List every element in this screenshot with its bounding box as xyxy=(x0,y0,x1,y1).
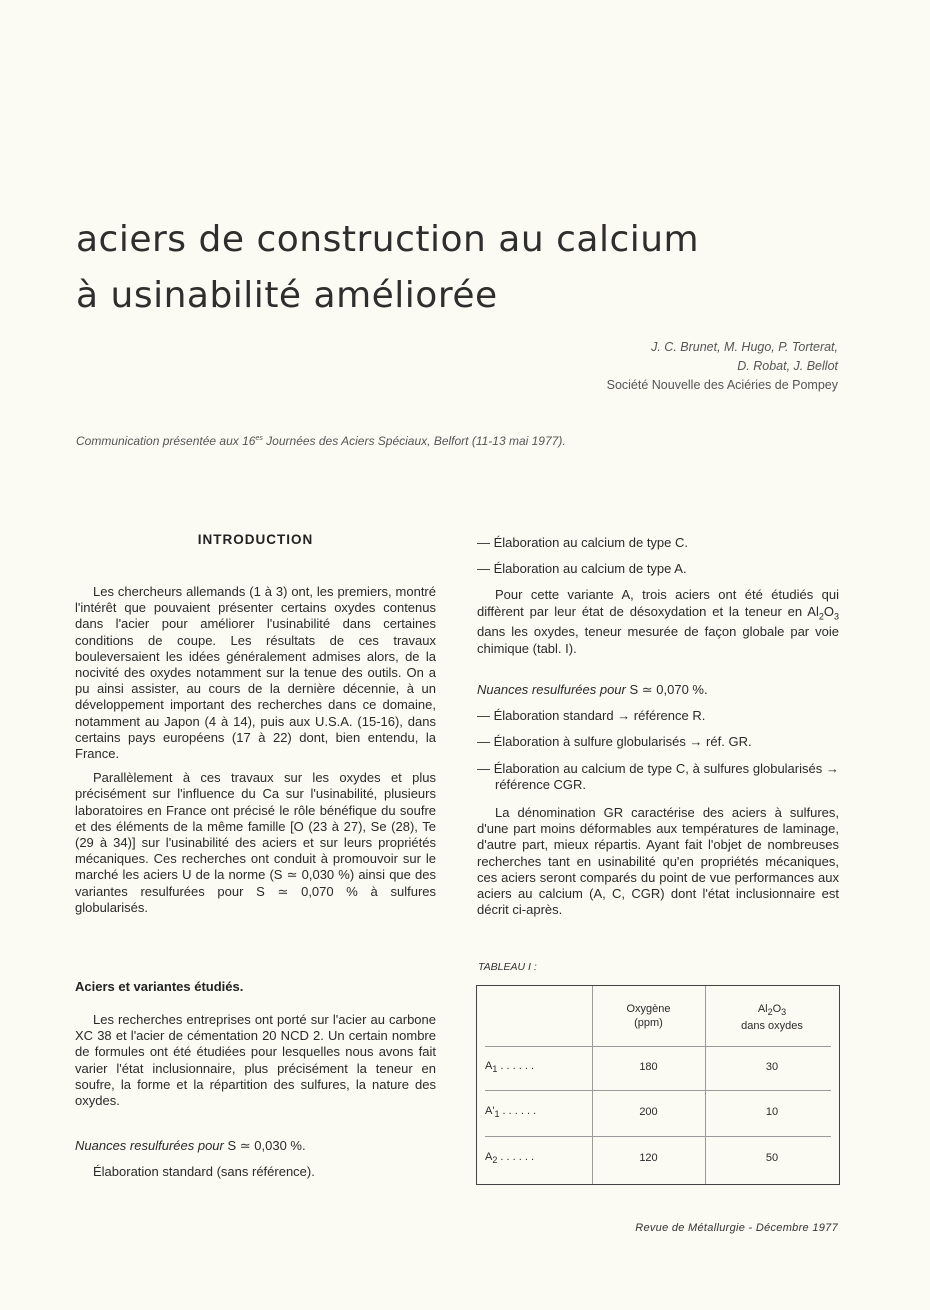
header-oxygen-line-1: Oxygène xyxy=(626,1003,671,1015)
header-o: O xyxy=(772,1003,782,1015)
title-line-2: à usinabilité améliorée xyxy=(76,275,498,316)
variante-a-text-a: Pour cette variante A, trois aciers ont été étudiés qui diffèrent par leur état de désoxydation et la teneur en Al xyxy=(477,587,839,619)
nuance-0030-label: Nuances resulfurées pour xyxy=(75,1138,228,1153)
row-3-al2o3: 50 xyxy=(765,1152,779,1164)
list-item-standard-r: — Élaboration standard → référence R. xyxy=(477,708,706,724)
header-al-sub-1: 2 xyxy=(767,1007,773,1018)
row-2-sub: 1 xyxy=(494,1109,500,1120)
nuance-0070-value: S ≃ 0,070 %. xyxy=(629,682,708,697)
communication-sup: es xyxy=(255,435,263,442)
header-al2o3 xyxy=(705,1002,839,1033)
section-heading-aciers: Aciers et variantes étudiés. xyxy=(75,979,244,994)
authors-line-1: J. C. Brunet, M. Hugo, P. Torterat, xyxy=(651,340,838,354)
communication-note xyxy=(76,434,856,448)
row-3-oxygen: 120 xyxy=(639,1152,658,1164)
header-al-sub-2: 3 xyxy=(781,1007,787,1018)
introduction-heading: INTRODUCTION xyxy=(197,532,314,547)
title-line-1: aciers de construction au calcium xyxy=(76,219,700,260)
row-1-label: A xyxy=(485,1060,493,1072)
table-label: TABLEAU I : xyxy=(478,961,537,973)
paragraph-aciers: Les recherches entreprises ont porté sur l'acier au carbone XC 38 et l'acier de cémentation 20 NCD 2. Un certain nombre de formules ont été étudiées pour lesquelles nous avons fait varier l'état inclusionnaire, plus précisément la teneur en soufre, la forme et la répartition des sulfures, la nature des oxydes. xyxy=(75,1012,436,1109)
nuance-0030-line xyxy=(75,1138,436,1154)
table-rule-row-2 xyxy=(485,1136,831,1137)
row-1-sub: 1 xyxy=(492,1064,498,1075)
row-2-dots: . . . . . . xyxy=(499,1105,537,1117)
right-column-body-1 xyxy=(477,535,839,657)
row-1-oxygen: 180 xyxy=(639,1061,658,1073)
affiliation: Société Nouvelle des Aciéries de Pompey xyxy=(606,378,838,392)
authors-line-2: D. Robat, J. Bellot xyxy=(737,359,838,373)
table-rule-header xyxy=(485,1046,831,1047)
header-al: Al xyxy=(757,1003,768,1015)
author-block xyxy=(607,338,838,395)
variante-a-sub-1: 2 xyxy=(818,611,824,622)
paragraph-variante-a xyxy=(477,587,839,656)
left-column-body-1 xyxy=(75,584,436,916)
nuance-0070-label: Nuances resulfurées pour xyxy=(477,682,630,697)
communication-after: Journées des Aciers Spéciaux, Belfort (11-13 mai 1977). xyxy=(262,434,566,448)
right-column-body-2 xyxy=(477,682,839,918)
paragraph-intro-1: Les chercheurs allemands (1 à 3) ont, les premiers, montré l'intérêt que pouvaient présenter certains oxydes contenus dans l'acier pour améliorer l'usinabilité dans certaines conditions de coupe. Les résultats de ces travaux bouleversaient les idées généralement admises alors, de la nocivité des oxydes notamment sur la tenue des outils. On a pu ainsi assister, au cours de la dernière décennie, à un développement important des recherches dans ce domaine, notamment au Japon (4 à 14), puis aux U.S.A. (15-16), dans certains pays européens (17 à 22) dont, bien entendu, la France. xyxy=(75,584,436,762)
table-rule-row-1 xyxy=(485,1090,831,1091)
header-oxygen xyxy=(592,1002,705,1030)
row-1-al2o3: 30 xyxy=(765,1061,779,1073)
communication-before: Communication présentée aux 16 xyxy=(76,434,256,448)
left-column-body-2 xyxy=(75,1012,436,1109)
variante-a-sub-2: 3 xyxy=(833,611,839,622)
table-row-label-3 xyxy=(485,1151,534,1165)
row-2-oxygen: 200 xyxy=(639,1106,658,1118)
paragraph-denomination-gr: La dénomination GR caractérise des aciers à sulfures, d'une part moins déformables aux températures de laminage, d'autre part, mieux répartis. Ayant fait l'objet de nombreuses recherches tant en usinabilité qu'en propriétés mécaniques, ces aciers seront comparés du point de vue performances aux aciers au calcium (A, C, CGR) dont l'état inclusionnaire est décrit ci-après. xyxy=(477,805,839,918)
nuance-0030-value: S ≃ 0,030 %. xyxy=(227,1138,306,1153)
paragraph-intro-2: Parallèlement à ces travaux sur les oxydes et plus précisément sur l'influence du Ca sur l'usinabilité, plusieurs laboratoires en France ont précisé le rôle bénéfique du soufre et des éléments de la même famille [O (23 à 27), Se (28), Te (29 à 34)] sur l'usinabilité des aciers et sur leurs propriétés mécaniques. Ces recherches ont conduit à promouvoir sur le marché les aciers U de la norme (S ≃ 0,030 %) ainsi que des variantes resulfurées pour S ≃ 0,070 % à sulfures globularisés. xyxy=(75,770,436,915)
row-3-sub: 2 xyxy=(492,1155,498,1166)
article-title xyxy=(76,212,836,324)
list-item-cgr: — Élaboration au calcium de type C, à sulfures globularisés → référence CGR. xyxy=(477,760,839,792)
header-al2o3-line-2: dans oxydes xyxy=(741,1020,803,1033)
list-item-calcium-c: — Élaboration au calcium de type C. xyxy=(477,535,688,550)
header-oxygen-line-2: (ppm) xyxy=(634,1017,663,1029)
variante-a-text-b: dans les oxydes, teneur mesurée de façon globale par voie chimique (tabl. I). xyxy=(477,624,839,656)
row-2-label: A' xyxy=(485,1105,495,1117)
list-item-calcium-a: — Élaboration au calcium de type A. xyxy=(477,561,687,577)
table-row-label-2 xyxy=(485,1105,536,1119)
nuance-0070-line xyxy=(477,682,839,698)
list-item-gr: — Élaboration à sulfure globularisés → réf. GR. xyxy=(477,734,752,750)
row-3-dots: . . . . . . xyxy=(497,1151,535,1163)
row-2-al2o3: 10 xyxy=(765,1106,779,1118)
row-3-label: A xyxy=(485,1151,493,1163)
row-1-dots: . . . . . . xyxy=(497,1060,535,1072)
table-row-label-1 xyxy=(485,1060,534,1074)
table-1 xyxy=(476,985,840,1185)
header-al2o3-line-1 xyxy=(705,1002,839,1019)
elaboration-standard-line: Élaboration standard (sans référence). xyxy=(93,1164,315,1179)
journal-footer: Revue de Métallurgie - Décembre 1977 xyxy=(635,1222,838,1234)
variante-a-o: O xyxy=(823,603,834,619)
